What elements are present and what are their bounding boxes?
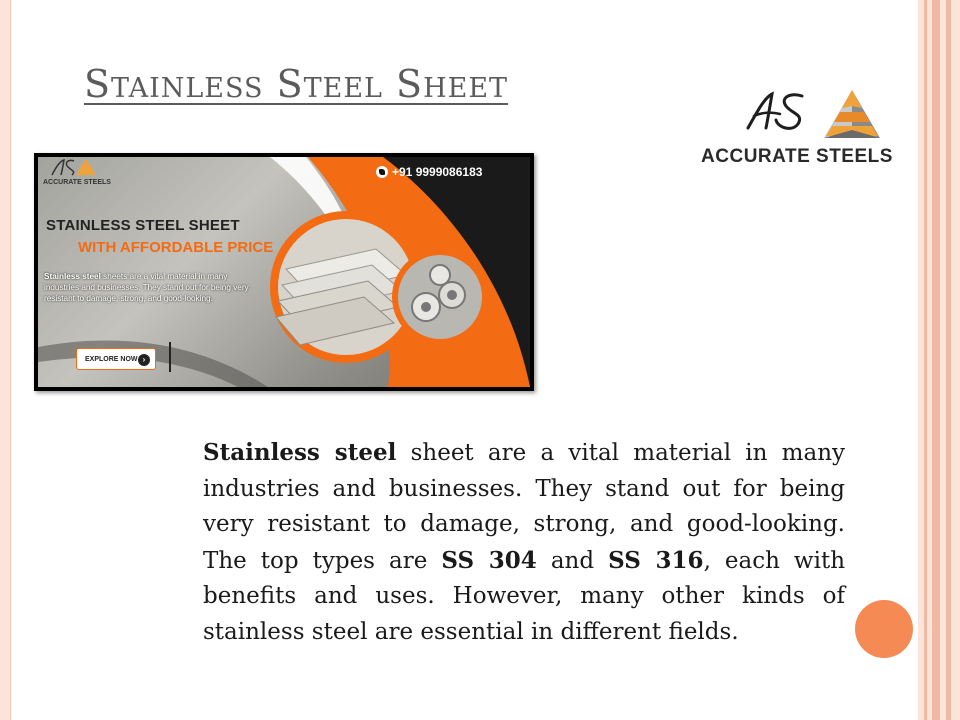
banner-phone-number: +91 9999086183 [392,165,483,179]
para-text-1: sheet are a vital material in many industries and businesses. They stand out for being very resistant to damage, strong, and good-looking. The top types are [203,440,846,574]
decorative-orange-circle [855,600,913,658]
slide-title: Stainless Steel Sheet [84,62,509,106]
phone-icon [376,166,388,178]
logo-monogram-icon [742,88,812,132]
banner-phone [376,165,482,179]
banner-body-bold: Stainless steel [44,272,101,281]
slide-frame-left [0,0,11,720]
frame-stripe [924,0,927,720]
arrow-right-icon: › [138,354,150,366]
frame-stripe [946,0,951,720]
para-bold-ss316: SS 316 [608,546,704,574]
para-text-2: and [536,547,609,574]
para-text-3: , each with benefits and uses. However, many other kinds of stainless steel are essential in different fields. [203,547,846,645]
logo-pyramid-icon [822,88,882,142]
frame-stripe [932,0,940,720]
banner-content [38,157,530,387]
product-banner-image [34,153,534,391]
banner-body-rest: sheets are a vital material in many industries and businesses. They stand out for being very resistant to damage, strong, and good-looking. [44,272,249,303]
company-logo [690,88,904,168]
banner-body-text [44,271,262,304]
banner-headline: STAINLESS STEEL SHEET [46,217,240,234]
slide-frame-right [918,0,960,720]
para-bold-ss304: SS 304 [441,546,537,574]
logo-brand-text: ACCURATE STEELS [701,146,893,167]
explore-now-label: EXPLORE NOW [85,356,138,363]
explore-now-button[interactable] [76,348,156,370]
description-paragraph [203,435,845,650]
banner-logo-text: ACCURATE STEELS [43,179,111,186]
banner-subheadline: WITH AFFORDABLE PRICE [78,239,274,256]
para-bold-stainless: Stainless steel [203,439,397,466]
